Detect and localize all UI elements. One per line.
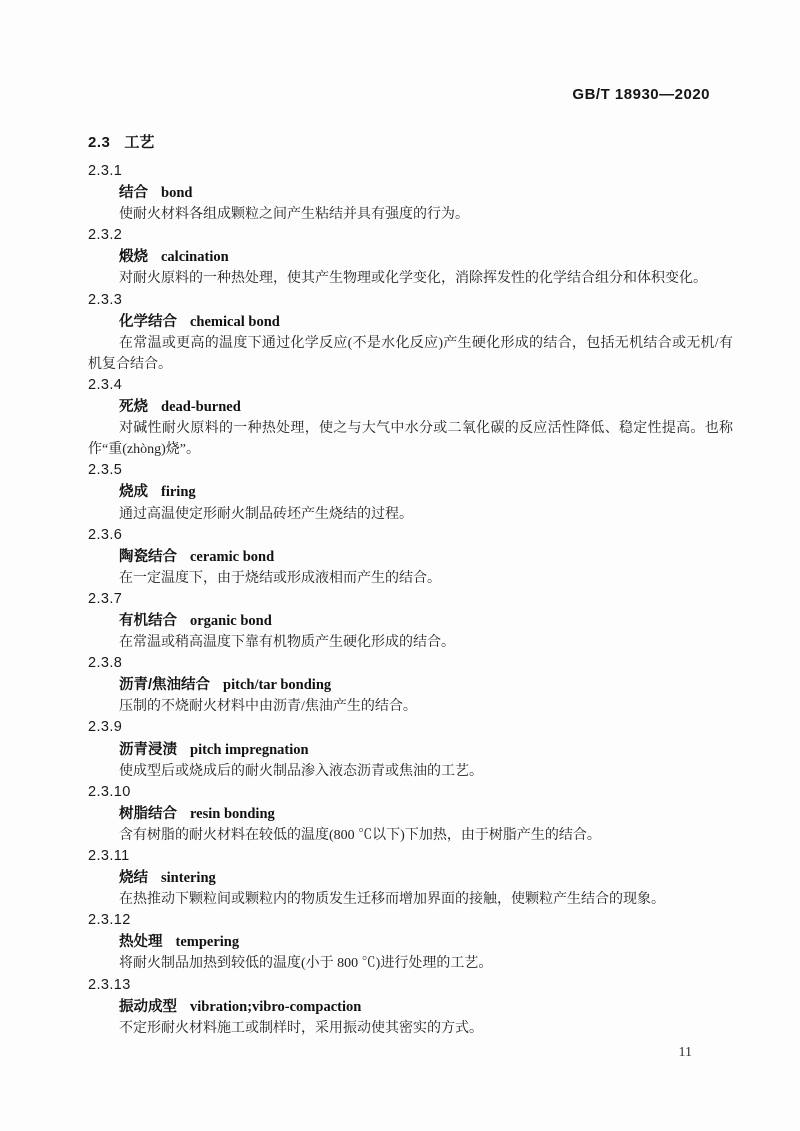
term-entry-2-3-9: [88, 717, 733, 781]
term-chinese: 结合: [119, 185, 148, 202]
term-number: 2.3.8: [88, 655, 123, 672]
term-number: 2.3.10: [88, 783, 131, 800]
term-title: [88, 246, 733, 268]
term-chinese: 有机结合: [119, 612, 177, 629]
term-title: [88, 311, 733, 333]
term-english: bond: [161, 185, 193, 202]
section-title: 工艺: [124, 134, 155, 151]
term-definition: 将耐火制品加热到较低的温度(小于 800 ℃)进行处理的工艺。: [119, 956, 493, 972]
term-definition: 在一定温度下，由于烧结或形成液相而产生的结合。: [119, 570, 441, 586]
term-title: [88, 182, 733, 204]
term-entry-2-3-7: [88, 589, 733, 653]
term-english: calcination: [161, 249, 229, 266]
term-english: vibration;vibro-compaction: [190, 998, 362, 1015]
section-heading: [88, 135, 733, 151]
term-title: [88, 803, 733, 825]
term-number: 2.3.6: [88, 526, 123, 543]
term-chinese: 烧结: [119, 870, 148, 887]
term-english: dead-burned: [161, 399, 241, 416]
term-title: [88, 931, 733, 953]
term-chinese: 化学结合: [119, 313, 177, 330]
term-title: [88, 546, 733, 568]
term-entry-2-3-13: [88, 975, 733, 1039]
term-title: [88, 610, 733, 632]
term-chinese: 热处理: [119, 934, 163, 951]
term-entry-2-3-8: [88, 653, 733, 717]
term-definition: 使成型后或烧成后的耐火制品渗入液态沥青或焦油的工艺。: [119, 763, 483, 779]
term-definition: 在常温或稍高温度下靠有机物质产生硬化形成的结合。: [119, 635, 455, 651]
terms-list: [88, 161, 733, 1039]
term-entry-2-3-2: [88, 225, 733, 289]
term-chinese: 陶瓷结合: [119, 548, 177, 565]
term-title: [88, 867, 733, 889]
term-definition: 含有树脂的耐火材料在较低的温度(800 ℃以下)下加热，由于树脂产生的结合。: [119, 827, 601, 843]
term-number: 2.3.13: [88, 976, 131, 993]
term-chinese: 树脂结合: [119, 805, 177, 822]
term-title: [88, 481, 733, 503]
page-number: 11: [678, 1044, 692, 1060]
term-english: firing: [161, 484, 196, 501]
term-title: [88, 674, 733, 696]
term-chinese: 煅烧: [119, 249, 148, 266]
term-english: pitch/tar bonding: [223, 677, 332, 694]
term-chinese: 死烧: [119, 399, 148, 416]
term-number: 2.3.2: [88, 227, 123, 244]
term-definition: 对耐火原料的一种热处理，使其产生物理或化学变化，消除挥发性的化学结合组分和体积变化。: [119, 271, 707, 287]
term-english: ceramic bond: [190, 548, 275, 565]
term-number: 2.3.11: [88, 848, 130, 864]
term-entry-2-3-3: [88, 290, 733, 375]
term-number: 2.3.1: [88, 163, 123, 179]
term-chinese: 振动成型: [119, 998, 177, 1015]
term-entry-2-3-5: [88, 460, 733, 524]
term-entry-2-3-11: [88, 846, 733, 910]
term-english: tempering: [175, 934, 240, 951]
term-entry-2-3-4: [88, 375, 733, 460]
term-definition: 在热推动下颗粒间或颗粒内的物质发生迁移而增加界面的接触，使颗粒产生结合的现象。: [119, 892, 665, 908]
term-entry-2-3-10: [88, 782, 733, 846]
term-english: pitch impregnation: [190, 741, 309, 758]
term-entry-2-3-12: [88, 910, 733, 974]
term-chinese: 烧成: [119, 484, 148, 501]
term-definition: 不定形耐火材料施工或制样时，采用振动使其密实的方式。: [119, 1020, 483, 1036]
term-definition: 通过高温使定形耐火制品砖坯产生烧结的过程。: [119, 506, 413, 522]
term-number: 2.3.4: [88, 376, 123, 393]
document-code-header: GB/T 18930—2020: [572, 86, 710, 103]
term-title: [88, 739, 733, 761]
term-entry-2-3-1: [88, 161, 733, 225]
section-number: 2.3: [88, 134, 111, 151]
term-english: sintering: [161, 870, 216, 887]
term-number: 2.3.9: [88, 719, 123, 736]
term-number: 2.3.5: [88, 462, 123, 479]
term-definition: 使耐火材料各组成颗粒之间产生粘结并具有强度的行为。: [119, 207, 469, 223]
term-english: organic bond: [190, 612, 272, 629]
term-number: 2.3.3: [88, 291, 123, 308]
term-chinese: 沥青/焦油结合: [119, 677, 211, 694]
term-english: chemical bond: [190, 313, 280, 330]
page-content: [88, 0, 733, 1063]
term-definition: 压制的不烧耐火材料中由沥青/焦油产生的结合。: [119, 699, 417, 715]
term-chinese: 沥青浸渍: [119, 741, 177, 758]
term-entry-2-3-6: [88, 525, 733, 589]
term-definition: 在常温或更高的温度下通过化学反应(不是水化反应)产生硬化形成的结合，包括无机结合或无机/有机复合结合。: [88, 335, 733, 372]
term-number: 2.3.7: [88, 590, 123, 607]
term-english: resin bonding: [190, 805, 275, 822]
term-definition: 对碱性耐火原料的一种热处理，使之与大气中水分或二氧化碳的反应活性降低、稳定性提高。也称作“重(zhòng)烧”。: [88, 421, 733, 458]
term-title: [88, 996, 733, 1018]
term-number: 2.3.12: [88, 912, 131, 929]
term-title: [88, 396, 733, 418]
